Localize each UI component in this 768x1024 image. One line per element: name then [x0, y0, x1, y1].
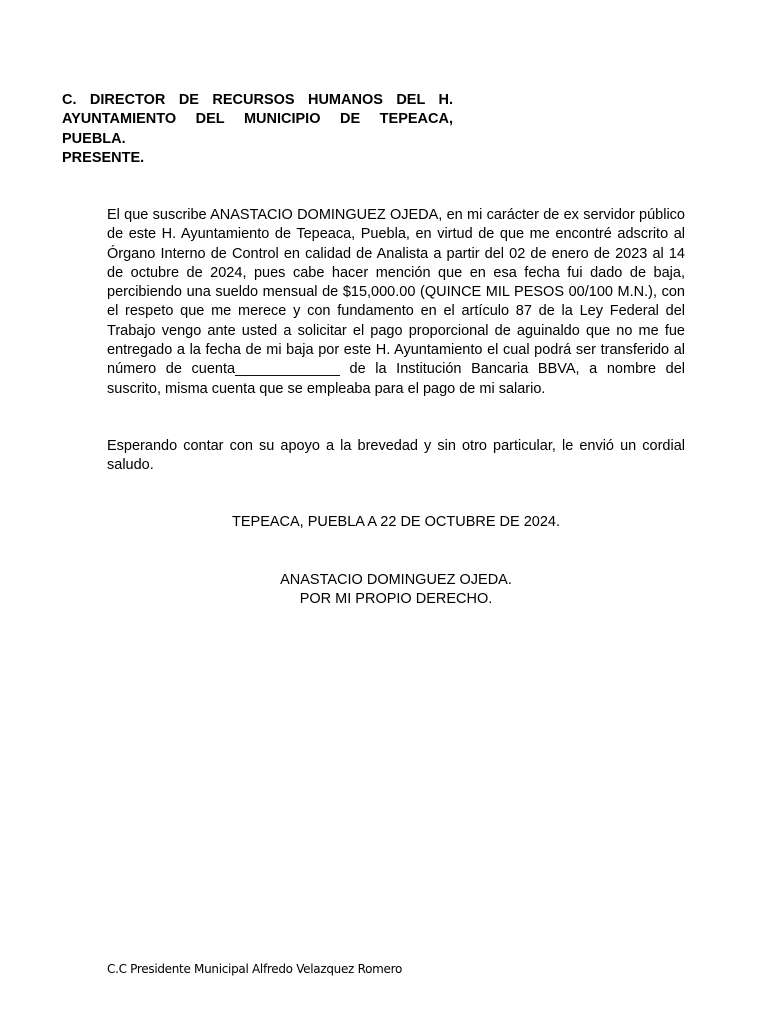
- place-date: TEPEACA, PUEBLA A 22 DE OCTUBRE DE 2024.: [232, 514, 560, 530]
- request-paragraph: El que suscribe ANASTACIO DOMINGUEZ OJEDA, en mi carácter de ex servidor público de este H. Ayuntamiento de Tepeaca, Puebla, en virtud de que me encontré adscrito al Órgano Interno de Control en calidad de Analista a partir del 02 de enero de 2023 al 14 de octubre de 2024, pues cabe hacer mención que en esa fecha fui dado de baja, percibiendo una sueldo mensual de $15,000.00 (QUINCE MIL PESOS 00/100 M.N.), con el respeto que me merece y con fundamento en el artículo 87 de la Ley Federal del Trabajo vengo ante usted a solicitar el pago proporcional de aguinaldo que no me fue entregado a la fecha de mi baja por este H. Ayuntamiento el cual podrá ser transferido al número de cuenta_____________ de la Institución Bancaria BBVA, a nombre del suscrito, misma cuenta que se empleaba para el pago de mi salario.: [107, 207, 685, 397]
- addressee-line-1: C. DIRECTOR DE RECURSOS HUMANOS DEL H.: [62, 92, 453, 108]
- addressee-line-4: PRESENTE.: [62, 149, 145, 166]
- addressee-line-2: AYUNTAMIENTO DEL MUNICIPIO DE TEPEACA,: [62, 111, 453, 128]
- addressee-line-3: PUEBLA.: [62, 130, 126, 147]
- addressee-block: [62, 91, 453, 168]
- signature-block: [107, 571, 685, 610]
- signatory-capacity: POR MI PROPIO DERECHO.: [299, 591, 493, 608]
- carbon-copy-note: C.C Presidente Municipal Alfredo Velazquez Romero: [107, 962, 402, 976]
- signatory-name: ANASTACIO DOMINGUEZ OJEDA.: [280, 572, 512, 588]
- closing-paragraph: Esperando contar con su apoyo a la brevedad y sin otro particular, le envió un cordial saludo.: [107, 438, 685, 474]
